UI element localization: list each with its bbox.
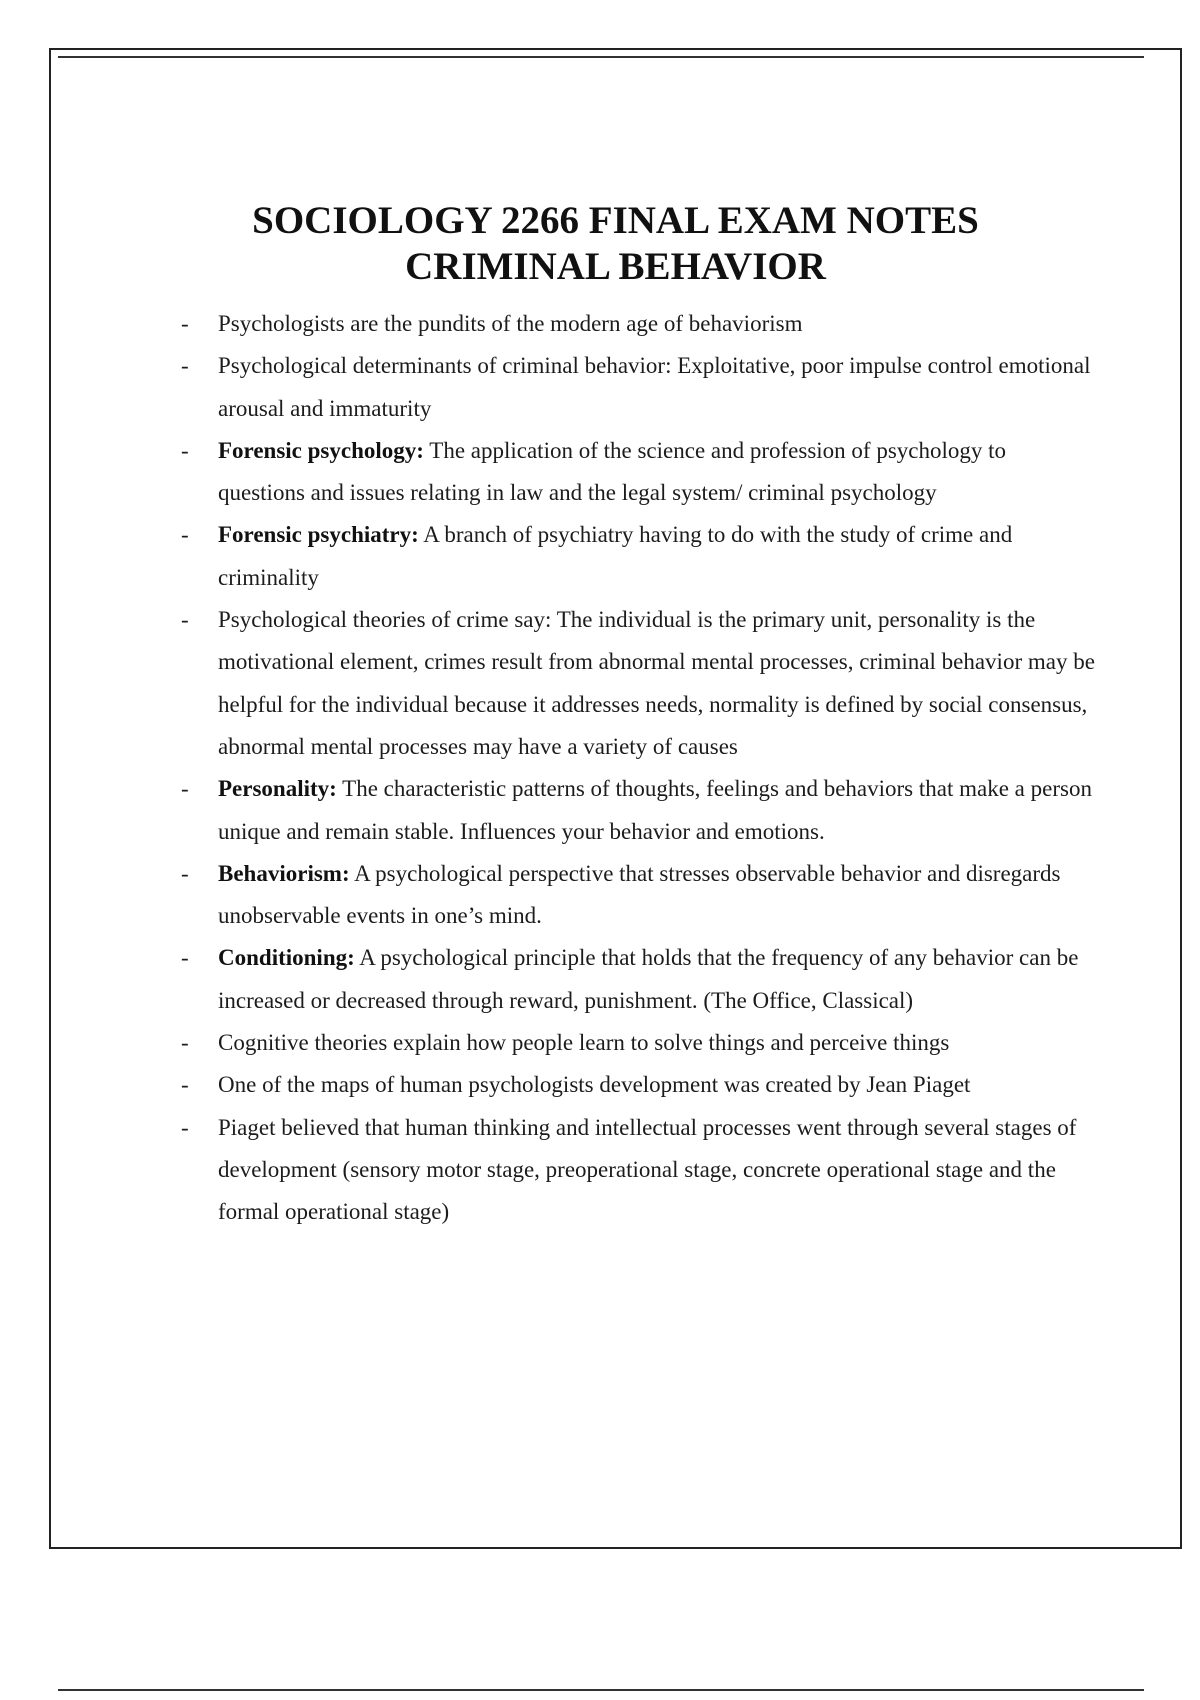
bullet-dash: - — [181, 776, 189, 802]
list-item — [176, 853, 1096, 938]
list-item — [176, 514, 1096, 599]
note-term: Forensic psychology: — [218, 437, 424, 463]
bullet-dash: - — [181, 860, 189, 886]
bullet-dash: - — [181, 945, 189, 971]
bullet-dash: - — [181, 353, 189, 379]
page-subtitle: CRIMINAL BEHAVIOR — [405, 245, 826, 288]
list-item — [176, 937, 1096, 1022]
note-text: Psychological theories of crime say: The individual is the primary unit, personality is the motivational element, crimes result from abnormal mental processes, criminal behavior may be helpful for the individual because it addresses needs, normality is defined by social consensus, abnormal mental processes may have a variety of causes — [218, 607, 1095, 759]
note-text: A psychological principle that holds that the frequency of any behavior can be increased or decreased through reward, punishment. (The Office, Classical) — [218, 945, 1079, 1013]
note-term: Conditioning: — [218, 945, 355, 971]
list-item — [176, 599, 1096, 768]
note-text: Cognitive theories explain how people learn to solve things and perceive things — [218, 1030, 950, 1056]
note-text: A branch of psychiatry having to do with the study of crime and criminality — [218, 522, 1013, 590]
note-text: A psychological perspective that stresses observable behavior and disregards unobservable events in one’s mind. — [218, 860, 1061, 929]
note-term: Forensic psychiatry: — [218, 522, 419, 548]
top-rule — [58, 56, 1144, 58]
list-item — [176, 1022, 1096, 1064]
note-text: Psychologists are the pundits of the modern age of behaviorism — [218, 311, 803, 336]
list-item — [176, 430, 1096, 515]
list-item — [176, 1107, 1096, 1234]
bottom-rule — [58, 1689, 1144, 1691]
bullet-dash: - — [181, 1030, 189, 1056]
note-text: The characteristic patterns of thoughts, feelings and behaviors that make a person unique and remain stable. Influences your behavior and emotions. — [218, 776, 1092, 844]
title-block — [49, 198, 1182, 290]
note-term: Personality: — [218, 776, 337, 802]
bullet-dash: - — [181, 522, 189, 548]
list-item — [176, 768, 1096, 853]
bullet-dash: - — [181, 437, 189, 463]
page-title: SOCIOLOGY 2266 FINAL EXAM NOTES — [252, 199, 979, 242]
note-text: Piaget believed that human thinking and intellectual processes went through several stages of development (sensory motor stage, preoperational stage, concrete operational stage and the formal operational stage) — [218, 1114, 1077, 1225]
bullet-dash: - — [181, 607, 189, 633]
bullet-dash: - — [181, 1114, 189, 1140]
note-term: Behaviorism: — [218, 860, 350, 886]
note-text: The application of the science and profession of psychology to questions and issues relating in law and the legal system/ criminal psychology — [218, 437, 1007, 506]
bullet-dash: - — [181, 1072, 189, 1098]
list-item — [176, 345, 1096, 430]
notes-list — [176, 303, 1096, 1234]
note-text: Psychological determinants of criminal behavior: Exploitative, poor impulse control emotional arousal and immaturity — [218, 353, 1091, 421]
list-item — [176, 303, 1096, 345]
note-text: One of the maps of human psychologists development was created by Jean Piaget — [218, 1072, 971, 1098]
list-item — [176, 1064, 1096, 1106]
bullet-dash: - — [181, 311, 189, 336]
